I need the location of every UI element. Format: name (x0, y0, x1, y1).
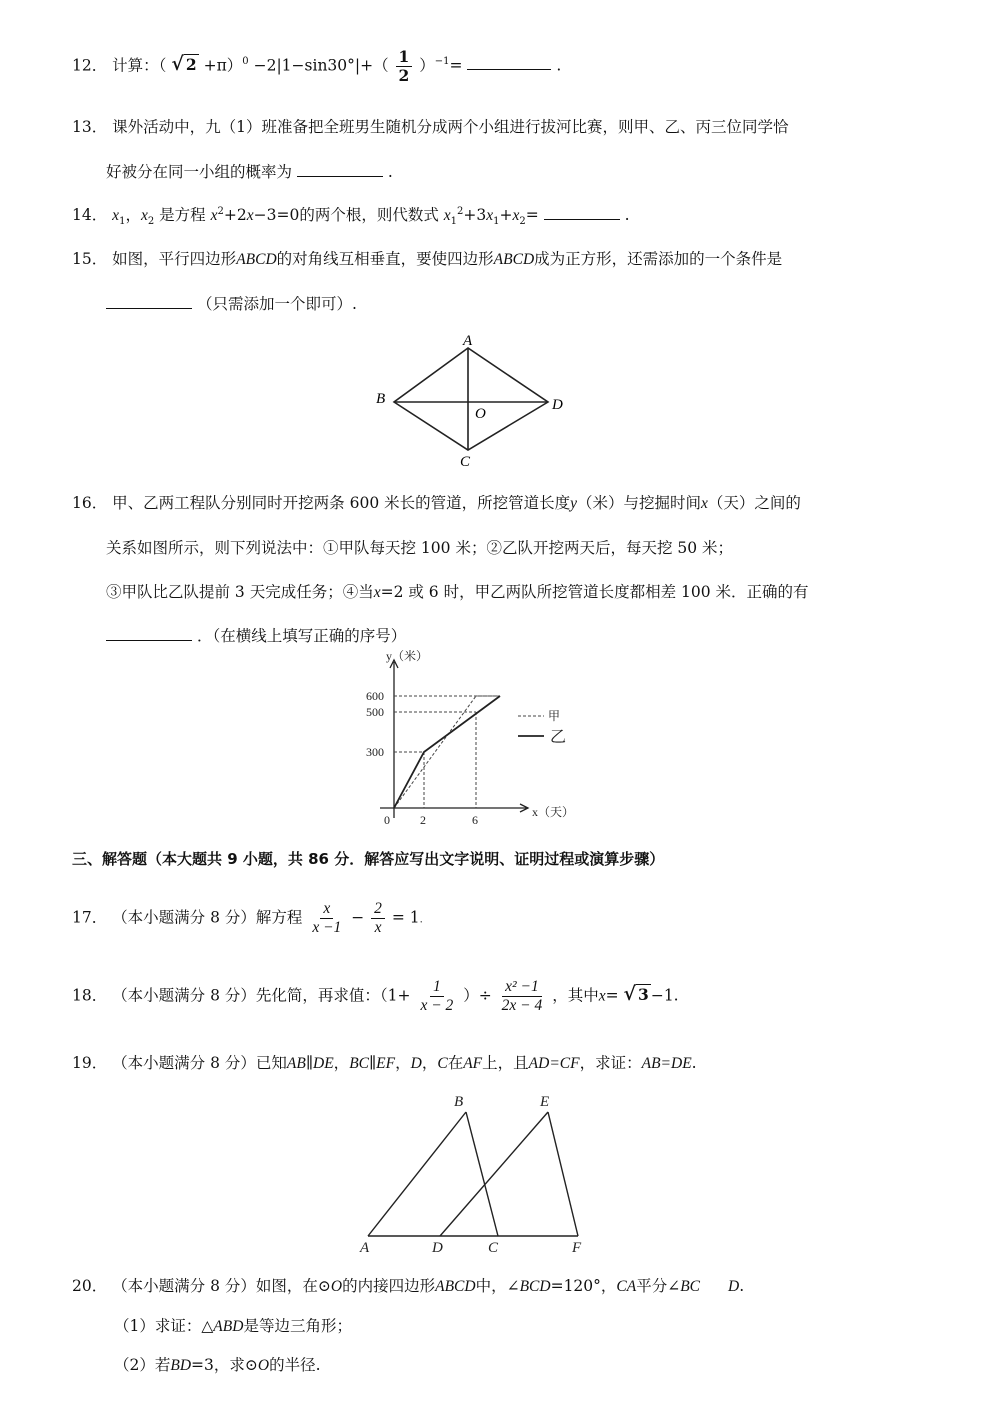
question-number: 19． (72, 1054, 108, 1072)
vertex-label-b: B (376, 391, 386, 407)
answer-blank[interactable] (544, 205, 620, 220)
segment-de (440, 1112, 548, 1236)
sqrt-expression: √ 2 (171, 53, 197, 76)
fraction-1-over-x-minus-2: $\frac{1}{x - 2}$ (420, 978, 454, 1014)
question-16-line-4: ．（在横线上填写正确的序号） (106, 624, 406, 646)
center-label-o: O (475, 406, 486, 422)
point-label-c: C (488, 1240, 499, 1256)
point-label-f: F (572, 1240, 582, 1256)
y-axis-label: y（米） (386, 650, 429, 663)
section-heading: 三、解答题（本大题共 9 小题，共 86 分．解答应写出文字说明、证明过程或演算步骤） (72, 850, 665, 868)
fraction-x-over-x-minus-1: $\frac{x}{x -1}$ (312, 900, 342, 936)
question-number: 16． (72, 494, 108, 512)
point-label-a: A (360, 1240, 370, 1256)
question-16-line-2: 关系如图所示，则下列说法中：①甲队每天挖 100 米；②乙队开挖两天后，每天挖 50 米； (106, 539, 734, 557)
fraction-x2-minus-1-over-2x-minus-4: $\frac{\text{x² −1}}{2x - 4}$ (501, 978, 543, 1014)
question-19: 19． （本小题满分 8 分）已知AB∥DE，BC∥EF，D，C在AF上，且AD=CF，求证：AB=DE. (72, 1054, 697, 1072)
question-number: 12． (72, 56, 108, 75)
x-tick-6: 6 (472, 813, 478, 827)
question-number: 13． (72, 118, 108, 136)
segment-ab (368, 1112, 466, 1236)
fraction-2-over-x: $\frac{2}{x}$ (371, 900, 385, 937)
legend-yi-label: 乙 (550, 729, 567, 746)
question-20: 20． （本小题满分 8 分）如图，在⊙O的内接四边形ABCD中，∠BCD=120°，CA平分∠BC D. (72, 1277, 745, 1295)
question-16-line-3: ③甲队比乙队提前 3 天完成任务；④当x=2 或 6 时，甲乙两队所挖管道长度都相差 100 米．正确的有 (106, 583, 809, 601)
question-14: 14． $x_1$，$x_2$ 是方程 $x^2+2x-3=0$的两个根，则代数式 $x_1^2+3x_1+x_2=$ . (72, 205, 630, 228)
line-graph-figure (360, 650, 590, 835)
question-13: 13． 课外活动中，九（1）班准备把全班男生随机分成两个小组进行拔河比赛，则甲、乙、丙三位同学恰 (72, 118, 789, 136)
question-number: 18． (72, 986, 108, 1005)
question-16: 16． 甲、乙两工程队分别同时开挖两条 600 米长的管道，所挖管道长度y（米）与挖掘时间x（天）之间的 (72, 494, 801, 512)
question-number: 15． (72, 250, 108, 268)
segment-ef (548, 1112, 578, 1236)
legend-jia-label: 甲 (548, 709, 561, 723)
point-label-d: D (432, 1240, 443, 1256)
x-tick-0: 0 (384, 813, 390, 827)
vertex-label-d: D (552, 397, 563, 413)
triangles-figure (352, 1088, 602, 1256)
point-label-b: B (454, 1094, 464, 1110)
x-axis-label: x（天） (532, 805, 575, 819)
sqrt-expression: √ 3 (623, 983, 649, 1006)
y-tick-500: 500 (366, 705, 384, 719)
question-13-line-2: 好被分在同一小组的概率为 . (106, 163, 393, 181)
x-tick-2: 2 (420, 813, 426, 827)
question-12: 12． 计算：（ √ 2 +π）$^0$ −2|1−sin30°|+（ $\frac{1}{2}$ ）$^{-1}$= . (72, 47, 562, 85)
question-15-line-2: （只需添加一个即可）. (106, 292, 357, 314)
point-label-e: E (540, 1094, 550, 1110)
question-18: 18． （本小题满分 8 分）先化简，再求值：（1+ $\frac{1}{x - 2}$ ）÷ $\frac{\text{x² −1}}{2x - 4}$ ，其中x= √ 3 −1. (72, 978, 679, 1014)
question-number: 20． (72, 1277, 108, 1295)
question-number: 17． (72, 908, 108, 927)
fraction-half: $\frac{1}{2}$ (396, 48, 413, 85)
y-tick-600: 600 (366, 689, 384, 703)
rhombus-outline (394, 348, 548, 450)
y-tick-300: 300 (366, 745, 384, 759)
vertex-label-c: C (460, 454, 471, 470)
answer-blank[interactable] (106, 294, 192, 309)
answer-blank[interactable] (106, 626, 192, 641)
rhombus-figure (368, 330, 580, 470)
question-15: 15． 如图，平行四边形ABCD的对角线互相垂直，要使四边形ABCD成为正方形，还需添加的一个条件是 (72, 250, 783, 268)
question-20-part-2: （2）若BD=3，求⊙O的半径. (114, 1356, 321, 1374)
question-20-part-1: （1）求证：△ABD是等边三角形； (114, 1317, 352, 1335)
answer-blank[interactable] (467, 55, 551, 70)
question-17: 17． （本小题满分 8 分）解方程 $\frac{x}{x -1}$ − $\frac{2}{x}$ = 1. (72, 900, 423, 936)
answer-blank[interactable] (297, 162, 383, 177)
vertex-label-a: A (463, 333, 473, 349)
question-number: 14． (72, 206, 108, 224)
